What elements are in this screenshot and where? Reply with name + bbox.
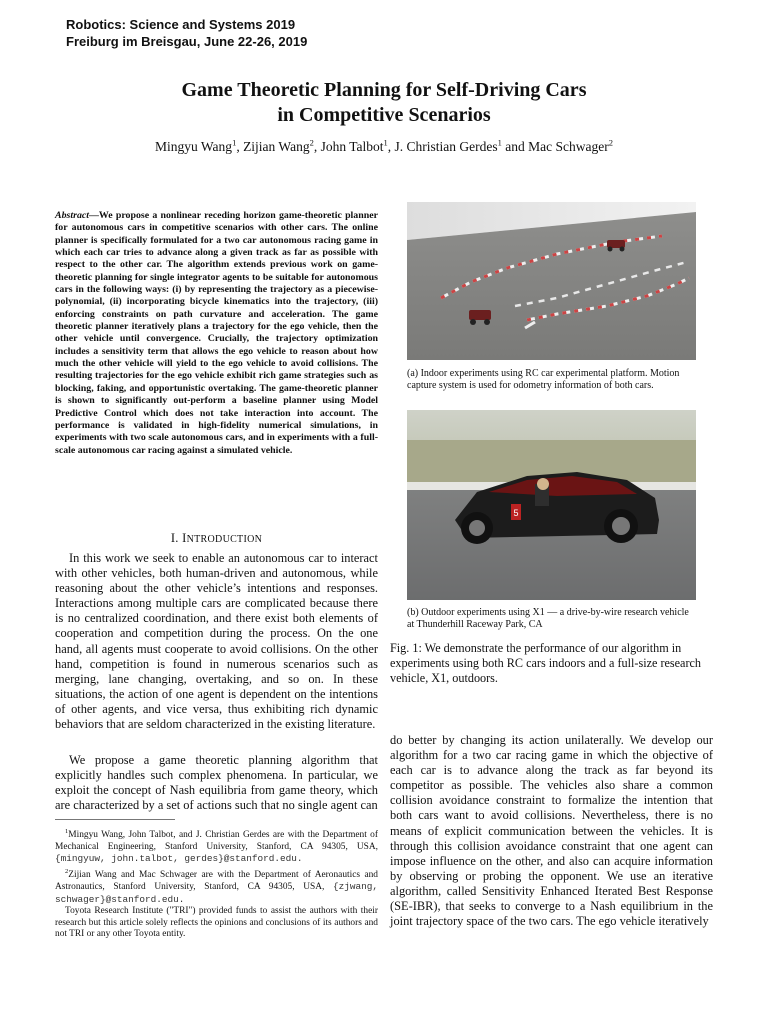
conference-location-date: Freiburg im Breisgau, June 22-26, 2019 <box>66 34 308 49</box>
title-line-2: in Competitive Scenarios <box>277 104 491 126</box>
subcaption-b: (b) Outdoor experiments using X1 — a drive-by-wire research vehicle at Thunderhill Raceway Park, CA <box>407 607 689 631</box>
car-number: 5 <box>513 508 519 518</box>
intro-paragraph-2: We propose a game theoretic planning algorithm that explicitly handles such complex phenomena. In particular, we exploit the concept of Nash equilibria from game theory, which are characterized by a set of actions such that no single agent can <box>55 753 378 813</box>
footnote-3: Toyota Research Institute ("TRI") provided funds to assist the authors with their research but this article solely reflects the opinions and conclusions of its authors and not TRI or any other Toyota entity. <box>55 906 378 940</box>
author: John Talbot$^1$, <box>320 137 395 154</box>
footnote-1: $^1$Mingyu Wang, John Talbot, and J. Christian Gerdes are with the Department of Mechanical Engineering, Stanford University, Stanford, CA 94305, USA, {mingyuw, john.talbot, gerdes}@stanford.edu. <box>55 828 378 865</box>
author: Mingyu Wang$^1$, <box>155 137 244 154</box>
footnote-rule <box>55 819 175 820</box>
figure-outdoor-x1-vehicle <box>407 410 696 600</box>
author: Mac Schwager$^2$ <box>528 137 613 154</box>
conference-header <box>66 16 307 50</box>
footnotes <box>55 826 378 941</box>
figure-indoor-rc-cars <box>407 202 696 360</box>
author: Zijian Wang$^2$, <box>243 137 321 154</box>
subcaption-a: (a) Indoor experiments using RC car experimental platform. Motion capture system is used for odometry information of both cars. <box>407 368 680 392</box>
author: J. Christian Gerdes$^1$ and <box>394 137 529 154</box>
intro-paragraph-1: In this work we seek to enable an autonomous car to interact with other vehicles, both human-driven and autonomous, while reasoning about the other vehicle’s intentions and responses. Interactions among multiple cars are complicated because there is no centralized coordination, and there exist both elements of cooperation and competition during the process. On the one hand, all agents must cooperate to avoid collisions. On the other hand, competition is found in numerous scenarios such as merging, lane changing, overtaking, and so on. In these situations, the action of one agent is dependent on the intentions of other agents, and vice versa, thus exhibiting rich dynamic behaviors that are seldom characterized in the existing literature. <box>55 551 378 732</box>
paper-title <box>0 78 768 128</box>
section-heading-introduction: I. INTRODUCTION <box>170 531 263 545</box>
author-list <box>0 137 768 155</box>
figure-label: Fig. 1: <box>390 641 422 655</box>
conference-name: Robotics: Science and Systems 2019 <box>66 17 296 32</box>
abstract-lead: Abstract <box>55 210 90 221</box>
intro-paragraph-continued: do better by changing its action unilaterally. We develop our algorithm for a two car racing game in which the objective of each car is to advance along the track as far beyond its competitor as possible. The vehicles also share a common collision avoidance constraint to formalize the intention that both cars want to avoid collisions. Nevertheless, there is no means of explicit communication between the vehicles. It is through this collision avoidance constraint that one agent can impose influence on the other, and also can acquire information by observing or probing the opponent. We use an iterative algorithm, called Sensitivity Enhanced Iterated Best Response (SE-IBR), that seeks to converge to a Nash equilibrium in the joint trajectory space of the two cars. The ego vehicle iteratively <box>390 733 713 929</box>
abstract <box>55 210 378 457</box>
title-line-1: Game Theoretic Planning for Self-Driving Cars <box>181 79 587 101</box>
abstract-text: —We propose a nonlinear receding horizon game-theoretic planner for autonomous cars in competitive scenarios with other cars. The online planner is specifically formulated for a two car autonomous racing game in which each car tries to advance along a given track as far as possible with respect to the other car. The algorithm extends previous work on game-theoretic planning for single integrator agents to be suitable for autonomous cars in the following ways: (i) by representing the trajectory as a piecewise-polynomial, (ii) incorporating bicycle kinematics into the trajectory, (iii) enforcing constraints on path curvature and acceleration. The game theoretic planner iteratively plans a trajectory for the ego vehicle, then the other vehicle until convergence. Crucially, the trajectory optimization includes a sensitivity term that allows the ego vehicle to reason about how much the other vehicle will yield to the ego vehicle to avoid collisions. The resulting trajectories for the ego vehicle exhibit rich game strategies such as blocking, faking, and opportunistic overtaking. The game-theoretic planner is shown to significantly out-perform a baseline planner using Model Predictive Control which does not take interaction into account. The performance is validated in high-fidelity numerical simulations, in experiments with two scale autonomous cars, and in experiments with a full-scale autonomous car racing against a simulated vehicle. <box>55 210 378 456</box>
footnote-2: $^2$Zijian Wang and Mac Schwager are with the Department of Aeronautics and Astronautics, Stanford University, Stanford, CA 94305, USA, {zjwang, schwager}@stanford.edu. <box>55 867 378 905</box>
figure-1-caption: Fig. 1: We demonstrate the performance of our algorithm in experiments using both RC cars indoors and a full-size research vehicle, X1, outdoors. <box>390 641 702 686</box>
